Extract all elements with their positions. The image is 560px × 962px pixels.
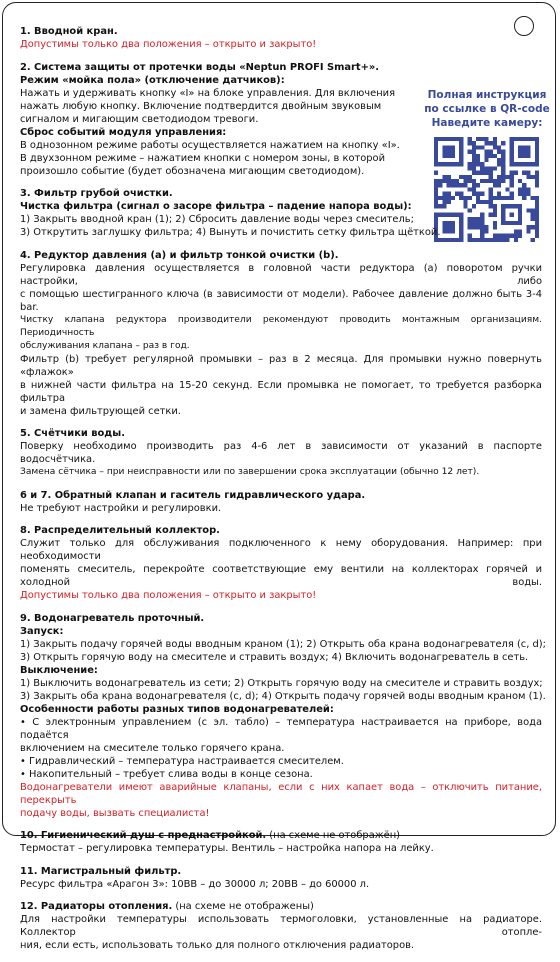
body-line: 1) Закрыть вводной кран (1); 2) Сбросить давление воды через смеситель; xyxy=(20,214,414,225)
section-title: 3. Фильтр грубой очистки. xyxy=(20,188,173,199)
warning-text: Допустимы только два положения – открыто и закрыто! xyxy=(20,590,317,601)
section-title: 10. Гигиенический душ с преднастройкой. xyxy=(20,830,267,841)
subsection-title: Чистка фильтра (сигнал о засоре фильтра – падение напора воды): xyxy=(20,201,412,212)
section-title: 9. Водонагреватель проточный. xyxy=(20,612,205,624)
body-line: 1) Закрыть подачу горячей воды вводным краном (1); 2) Открыть оба крана водонагревателя (c, d); xyxy=(20,638,546,650)
subsection-title: Выключение: xyxy=(20,664,98,676)
body-line: Термостат – регулировка температуры. Вентиль – настройка напора на лейку. xyxy=(20,843,434,854)
section-title: 5. Счётчики воды. xyxy=(20,428,125,439)
body-line: 3) Закрыть оба крана водонагревателя (c, d); 4) Открыть подачу горячей воды вводным краном (1). xyxy=(20,690,546,702)
body-line: нажать любую кнопку. Включение подтвердится двойным звуковым xyxy=(20,100,382,112)
body-line: Ресурс фильтра «Арагон 3»: 10ВВ – до 30000 л; 20ВВ – до 60000 л. xyxy=(20,878,370,890)
body-line: • С электронным управлением (с эл. табло) – температура настраивается на приборе, вода подаётся xyxy=(20,716,542,741)
body-line: Служит только для обслуживания подключенного к нему оборудования. Например: при необходимости xyxy=(20,538,542,562)
body-line: Не требуют настройки и регулировки. xyxy=(20,502,222,514)
subsection-title: Сброс событий модуля управления: xyxy=(20,126,227,138)
body-line: поменять смеситель, перекройте соответствующие ему вентили на коллекторах горячей и холодной воды. xyxy=(20,564,542,588)
subsection-title: Режим «мойка пола» (отключение датчиков): xyxy=(20,74,285,86)
body-line: Регулировка давления осуществляется в головной части редуктора (а) поворотом ручки настройки, либо xyxy=(20,262,542,287)
body-line: Фильтр (b) требует регулярной промывки – раз в 2 месяца. Для промывки нужно повернуть «флажок» xyxy=(20,353,542,378)
body-line: обслуживания клапана – раз в год. xyxy=(20,340,190,351)
section-note: (на схеме не отображены) xyxy=(172,901,314,912)
body-line: включением на смесителе только горячего крана. xyxy=(20,742,285,754)
section-2 xyxy=(20,61,542,178)
body-line: 3) Открутить заглушку фильтра; 4) Вынуть и почистить сетку фильтра щёткой. xyxy=(20,227,441,238)
section-10 xyxy=(20,829,542,855)
body-line: произошло событие (будет обозначена мигающим светодиодом). xyxy=(20,165,365,177)
section-note: (на схеме не отображён) xyxy=(266,830,401,841)
section-8 xyxy=(20,524,542,602)
body-line: и замена фильтрующей сетки. xyxy=(20,405,181,417)
subsection-title: Особенности работы разных типов водонагревателей: xyxy=(20,703,334,715)
body-line: • Гидравлический – температура настраивается смесителем. xyxy=(20,755,344,767)
warning-text: подачу воды, вызвать специалиста! xyxy=(20,807,210,819)
body-line: Чистку клапана редуктора производители рекомендуют проводить монтажным организациям. Периодичность xyxy=(20,314,542,338)
section-4 xyxy=(20,249,542,418)
section-title: 12. Радиаторы отопления. xyxy=(20,901,173,912)
section-title: 11. Магистральный фильтр. xyxy=(20,865,182,877)
body-line: 3) Открыть горячую воду на смесителе и стравить воздух; 4) Включить водонагреватель в сеть. xyxy=(20,651,529,663)
body-line: В однозонном режиме работы осуществляется нажатием на кнопку «I». xyxy=(20,139,400,151)
section-12 xyxy=(20,900,542,952)
section-title: 8. Распределительный коллектор. xyxy=(20,525,220,536)
subsection-title: Запуск: xyxy=(20,625,64,637)
body-line: ния, если есть, использовать только для полного отключения радиаторов. xyxy=(20,940,415,951)
body-line: Нажать и удерживать кнопку «I» на блоке управления. Для включения xyxy=(20,87,396,99)
body-line: сигналом и мигающим светодиодом тревоги. xyxy=(20,113,259,125)
section-1 xyxy=(20,25,542,51)
body-line: в нижней части фильтра на 15-20 секунд. Если промывка не помогает, то требуется разборка фильтра xyxy=(20,379,542,404)
section-3 xyxy=(20,187,542,239)
body-line: Для настройки температуры использовать термоголовки, установленные на радиаторе. Коллектор отопле- xyxy=(20,914,542,938)
section-title: 6 и 7. Обратный клапан и гаситель гидравлического удара. xyxy=(20,489,366,501)
qr-caption-line2: по ссылке в QR-code xyxy=(424,103,550,115)
section-title: 2. Система защиты от протечки воды «Neptun PROFI Smart+». xyxy=(20,61,380,73)
section-title: 1. Вводной кран. xyxy=(20,26,118,37)
body-line: 1) Выключить водонагреватель из сети; 2) Открыть горячую воду на смесителе и стравить воздух; xyxy=(20,677,543,689)
section-11 xyxy=(20,865,542,891)
body-line: В двухзонном режиме – нажатием кнопки с номером зоны, в которой xyxy=(20,152,386,164)
section-title: 4. Редуктор давления (а) и фильтр тонкой очистки (b). xyxy=(20,249,339,261)
body-line: • Накопительный – требует слива воды в конце сезона. xyxy=(20,768,313,780)
section-5 xyxy=(20,427,542,479)
section-6-7 xyxy=(20,489,542,515)
warning-text: Допустимы только два положения – открыто и закрыто! xyxy=(20,39,317,50)
body-line: Поверку необходимо производить раз 4-6 лет в зависимости от указаний в паспорте водосчётчика. xyxy=(20,441,542,465)
section-9 xyxy=(20,612,546,820)
warning-text: Водонагреватели имеют аварийные клапаны, если с них капает вода – отключить питание, перекрыть xyxy=(20,781,542,806)
instructions-body xyxy=(20,25,546,962)
body-line: Замена сётчика – при неисправности или по завершении срока эксплуатации (обычно 12 лет). xyxy=(20,467,480,477)
qr-caption-line3: Наведите камеру: xyxy=(431,117,543,129)
body-line: с помощью шестигранного ключа (в зависимости от модели). Рабочее давление должно быть 3-4 bar. xyxy=(20,288,542,313)
qr-caption-line1: Полная инструкция xyxy=(427,89,547,101)
